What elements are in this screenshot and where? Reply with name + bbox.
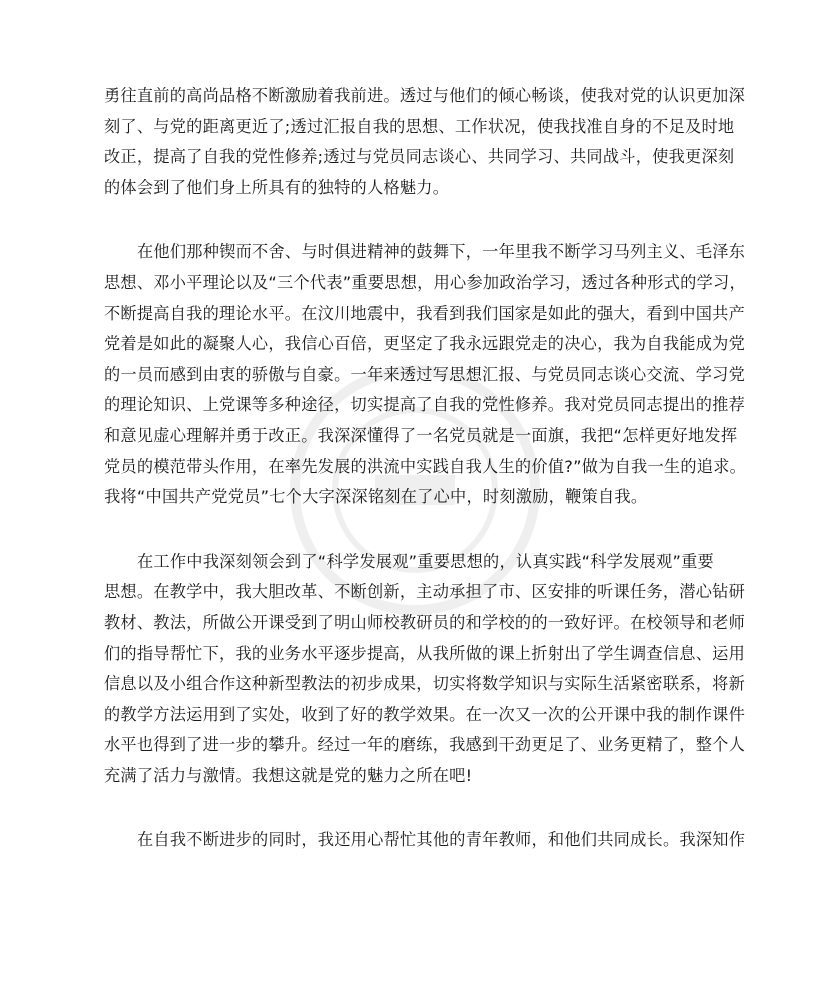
text-line: 党员的模范带头作用，在率先发展的洪流中实践自我人生的价值?”做为自我一生的追求。	[104, 456, 747, 476]
text-line: 勇往直前的高尚品格不断激励着我前进。透过与他们的倾心畅谈，使我对党的认识更加深	[104, 86, 746, 105]
paragraph	[104, 237, 747, 512]
text-line: 水平也得到了进一步的攀升。经过一年的磨练，我感到干劲更足了、业务更精了，整个人	[104, 735, 746, 755]
text-line: 充满了活力与激情。我想这就是党的魅力之所在吧!	[104, 765, 473, 785]
text-line: 党着是如此的凝聚人心，我信心百倍，更坚定了我永远跟党走的决心，我为自我能成为党	[104, 334, 746, 354]
text-line: 和意见虚心理解并勇于改正。我深深懂得了一名党员就是一面旗，我把“怎样更好地发挥	[104, 425, 738, 445]
text-line: 我将“中国共产党党员”七个大字深深铭刻在了心中，时刻激励，鞭策自我。	[104, 487, 648, 507]
text-line: 在自我不断进步的同时，我还用心帮忙其他的青年教师，和他们共同成长。我深知作	[137, 830, 746, 850]
text-line: 不断提高自我的理论水平。在汶川地震中，我看到我们国家是如此的强大，看到中国共产	[104, 303, 746, 323]
text-line: 信息以及小组合作这种新型教法的初步成果，切实将数学知识与实际生活紧密联系，将新	[104, 674, 746, 694]
text-line: 们的指导帮忙下，我的业务水平逐步提高，从我所做的课上折射出了学生调查信息、运用	[104, 643, 746, 663]
text-line: 的理论知识、上党课等多种途径，切实提高了自我的党性修养。我对党员同志提出的推荐	[104, 395, 746, 415]
text-line: 的教学方法运用到了实处，收到了好的教学效果。在一次又一次的公开课中我的制作课件	[104, 704, 746, 724]
text-line: 在工作中我深刻领会到了“科学发展观”重要思想的，认真实践“科学发展观”重要	[137, 551, 714, 571]
document-body	[104, 81, 747, 890]
text-line: 的体会到了他们身上所具有的独特的人格魅力。	[104, 177, 450, 197]
text-line: 在他们那种锲而不舍、与时俱进精神的鼓舞下，一年里我不断学习马列主义、毛泽东	[137, 242, 746, 262]
text-line: 思想。在教学中，我大胆改革、不断创新，主动承担了市、区安排的听课任务，潜心钻研	[104, 582, 746, 602]
text-line: 改正，提高了自我的党性修养;透过与党员同志谈心、共同学习、共同战斗，使我更深刻	[104, 147, 735, 167]
text-line: 思想、邓小平理论以及“三个代表”重要思想，用心参加政治学习，透过各种形式的学习，	[104, 272, 746, 292]
text-line: 的一员而感到由衷的骄傲与自豪。一年来透过写思想汇报、与党员同志谈心交流、学习党	[104, 364, 746, 384]
text-line: 刻了、与党的距离更近了;透过汇报自我的思想、工作状况，使我找准自身的不足及时地	[104, 116, 735, 136]
paragraph	[104, 547, 746, 792]
paragraph	[104, 825, 746, 856]
text-line: 教材、教法，所做公开课受到了明山师校教研员的和学校的的一致好评。在校领导和老师	[104, 612, 746, 632]
paragraph	[104, 81, 746, 203]
